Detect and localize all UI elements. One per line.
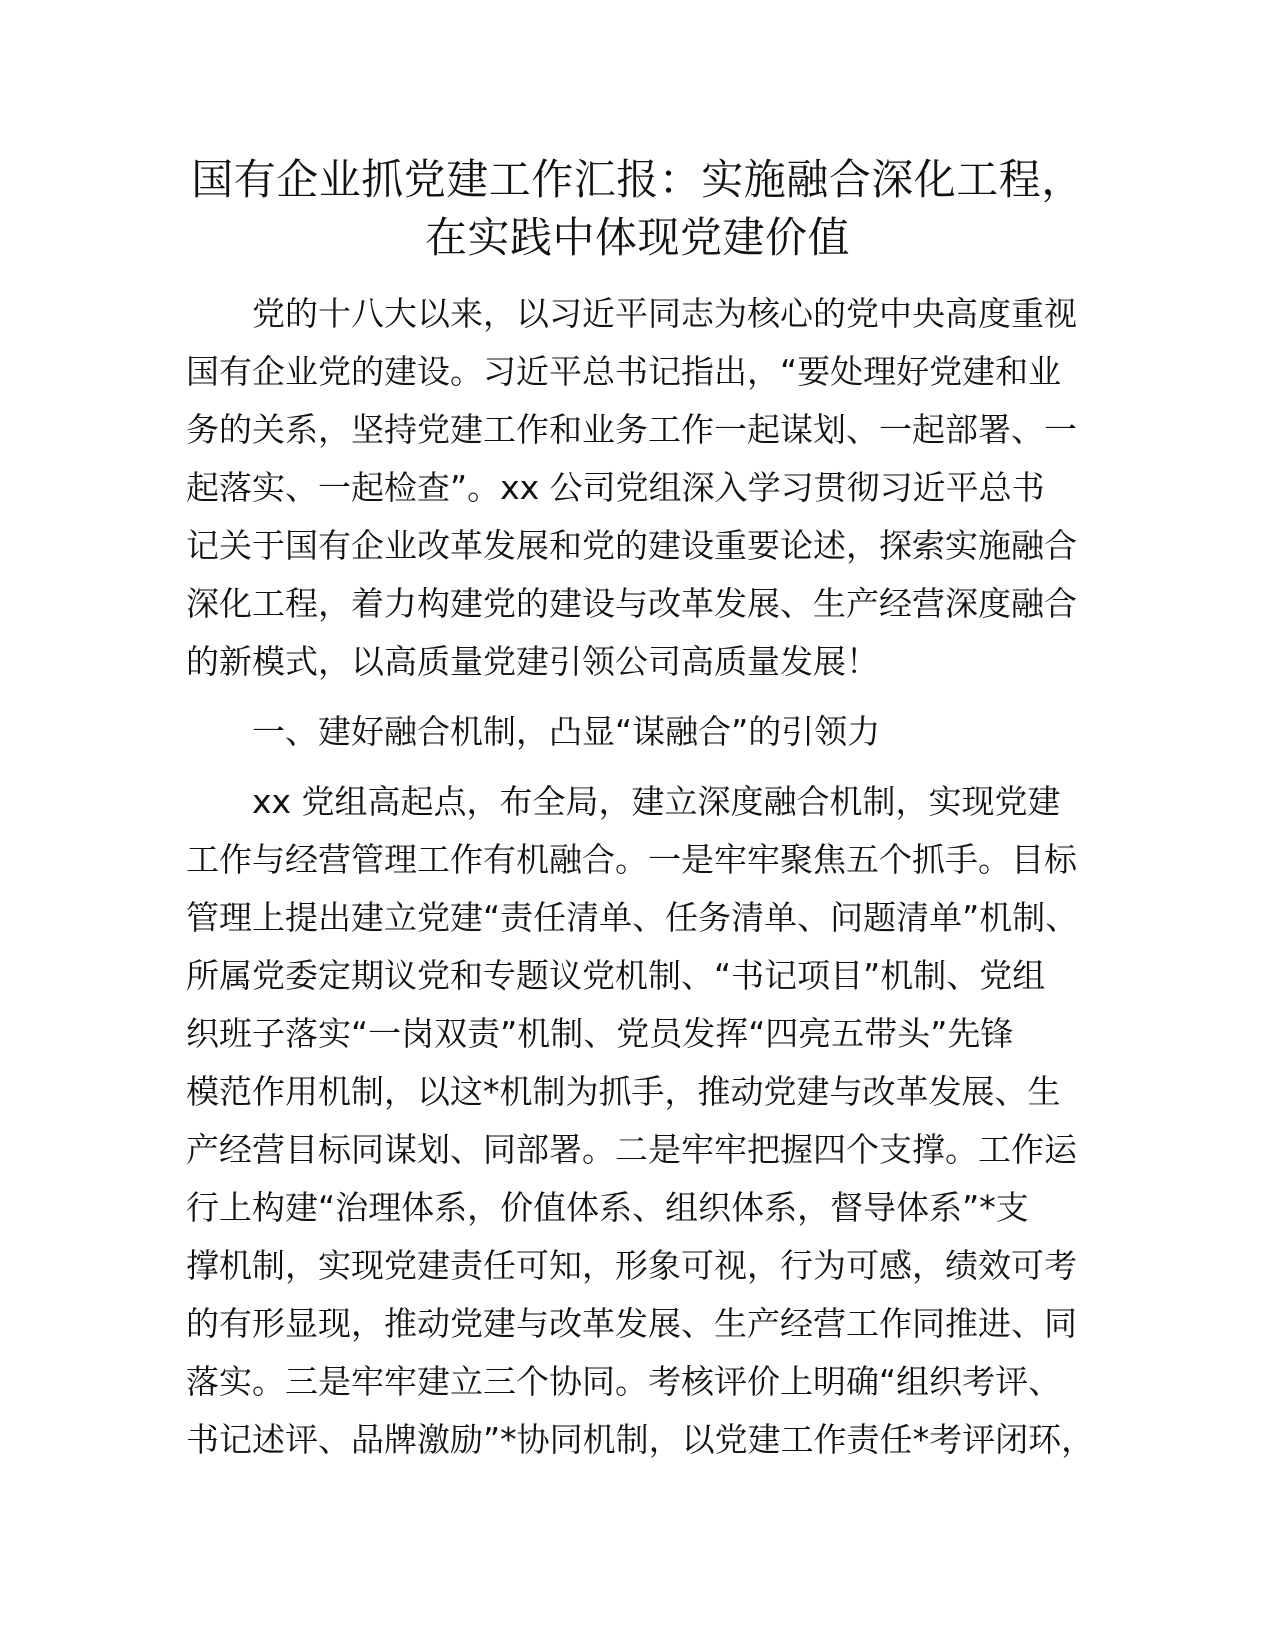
paragraph-line: xx 党组高起点，布全局，建立深度融合机制，实现党建 — [252, 782, 1061, 821]
paragraph-line: 党的十八大以来，以习近平同志为核心的党中央高度重视 — [252, 294, 1077, 333]
paragraph-line: 的有形显现，推动党建与改革发展、生产经营工作同推进、同 — [186, 1304, 1077, 1343]
paragraph-line: 记关于国有企业改革发展和党的建设重要论述，探索实施融合 — [186, 526, 1077, 565]
paragraph-line: 落实。三是牢牢建立三个协同。考核评价上明确“组织考评、 — [186, 1362, 1062, 1401]
document-body — [186, 285, 1106, 1469]
paragraph-line: 模范作用机制，以这*机制为抓手，推动党建与改革发展、生 — [186, 1072, 1061, 1111]
paragraph-line: 深化工程，着力构建党的建设与改革发展、生产经营深度融合 — [186, 584, 1077, 623]
paragraph-line: 的新模式，以高质量党建引领公司高质量发展！ — [186, 642, 879, 681]
document-title-line-1: 国有企业抓党建工作汇报：实施融合深化工程， — [191, 155, 1084, 204]
paragraph-line: 国有企业党的建设。习近平总书记指出，“要处理好党建和业 — [186, 352, 1062, 391]
paragraph-line: 务的关系，坚持党建工作和业务工作一起谋划、一起部署、一 — [186, 410, 1077, 449]
section1-paragraph — [186, 773, 1106, 1469]
paragraph-line: 所属党委定期议党和专题议党机制、“书记项目”机制、党组 — [186, 956, 1046, 995]
paragraph-line: 行上构建“治理体系，价值体系、组织体系，督导体系”*支 — [186, 1188, 1029, 1227]
paragraph-line: 管理上提出建立党建“责任清单、任务清单、问题清单”机制、 — [186, 898, 1079, 937]
paragraph-line: 织班子落实“一岗双责”机制、党员发挥“四亮五带头”先锋 — [186, 1014, 1014, 1053]
paragraph-line: 书记述评、品牌激励”*协同机制，以党建工作责任*考评闭环， — [186, 1420, 1095, 1459]
document-title-line-2: 在实践中体现党建价值 — [424, 213, 850, 262]
paragraph-gap — [186, 761, 1106, 773]
paragraph-gap — [186, 691, 1106, 703]
section-heading: 一、建好融合机制，凸显“谋融合”的引领力 — [252, 712, 881, 751]
paragraph-line: 撑机制，实现党建责任可知，形象可视，行为可感，绩效可考 — [186, 1246, 1077, 1285]
paragraph-line: 工作与经营管理工作有机融合。一是牢牢聚焦五个抓手。目标 — [186, 840, 1077, 879]
paragraph-line: 产经营目标同谋划、同部署。二是牢牢把握四个支撑。工作运 — [186, 1130, 1077, 1169]
intro-paragraph — [186, 285, 1106, 691]
paragraph-line: 起落实、一起检查”。xx 公司党组深入学习贯彻习近平总书 — [186, 468, 1045, 507]
